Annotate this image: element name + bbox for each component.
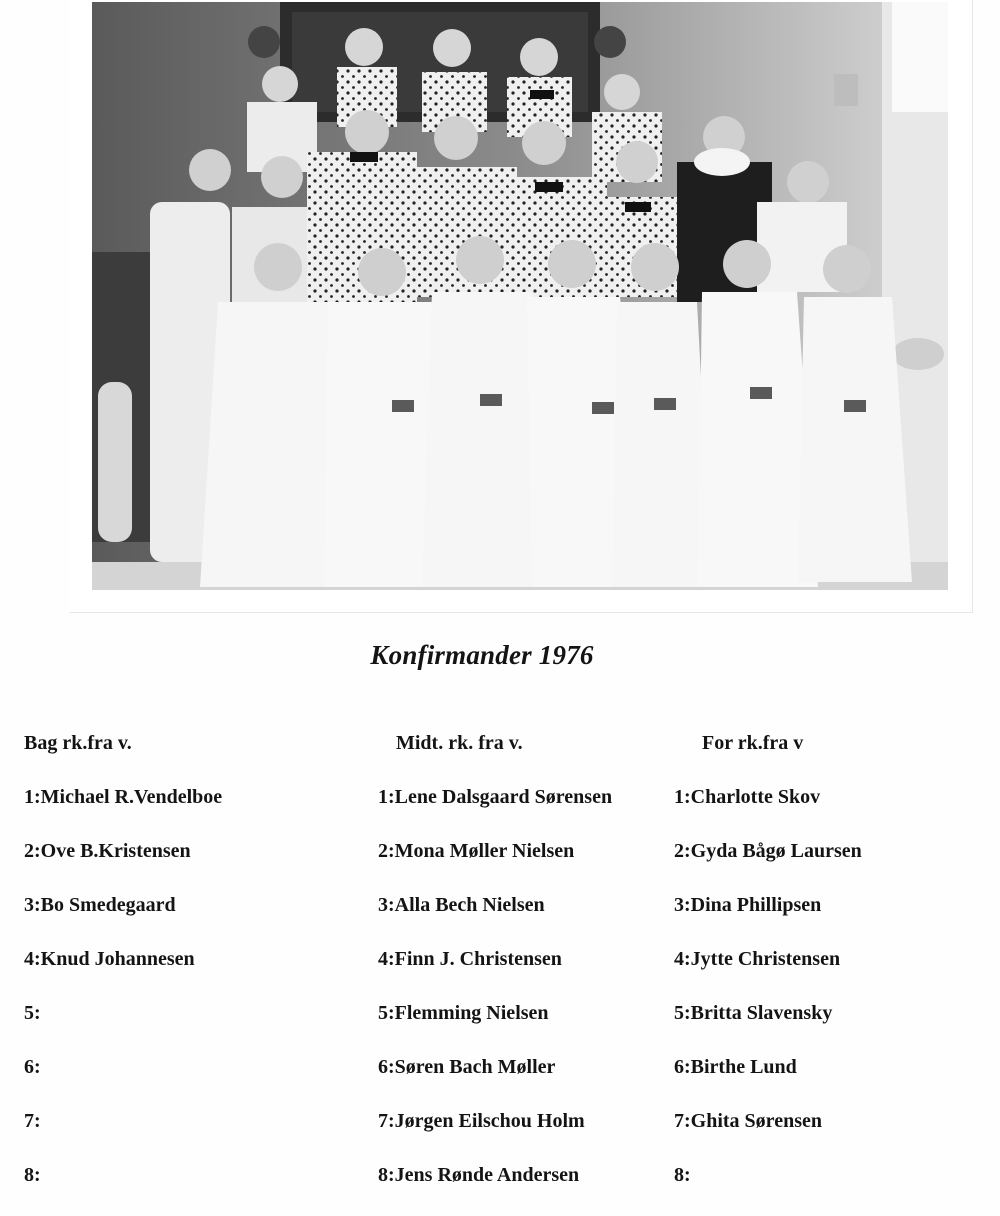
- name-entry: 8:: [674, 1164, 691, 1186]
- name-entry: 7:Ghita Sørensen: [674, 1110, 822, 1132]
- name-entry: 1:Charlotte Skov: [674, 786, 821, 808]
- name-entry: 7:Jørgen Eilschou Holm: [378, 1110, 585, 1132]
- group-photo-illustration: [92, 2, 948, 590]
- name-entry: 6:: [24, 1056, 41, 1078]
- name-entry: 5:: [24, 1002, 41, 1024]
- name-entry: 2:Ove B.Kristensen: [24, 840, 191, 862]
- name-entry: 6:Søren Bach Møller: [378, 1056, 556, 1078]
- name-entry: 6:Birthe Lund: [674, 1056, 797, 1078]
- name-entry: 4:Finn J. Christensen: [378, 948, 562, 970]
- page-title: Konfirmander 1976: [370, 640, 594, 670]
- name-entry: 8:Jens Rønde Andersen: [378, 1164, 580, 1186]
- name-entry: 2:Mona Møller Nielsen: [378, 840, 575, 862]
- middle-row-column: [378, 730, 612, 1216]
- front-row-column: [674, 730, 862, 1216]
- name-entry: 3:Alla Bech Nielsen: [378, 894, 545, 916]
- name-entry: 7:: [24, 1110, 41, 1132]
- name-entry: 4:Jytte Christensen: [674, 948, 841, 970]
- name-entry: 3:Bo Smedegaard: [24, 894, 176, 916]
- group-photo: [92, 2, 948, 590]
- name-entry: 1:Lene Dalsgaard Sørensen: [378, 786, 613, 808]
- name-entry: 3:Dina Phillipsen: [674, 894, 822, 916]
- name-entry: 1:Michael R.Vendelboe: [24, 786, 223, 808]
- name-entry: 5:Flemming Nielsen: [378, 1002, 549, 1024]
- back-row-column: [24, 730, 222, 1216]
- name-entry: 5:Britta Slavensky: [674, 1002, 833, 1024]
- name-entry: 4:Knud Johannesen: [24, 948, 195, 970]
- column-header: Bag rk.fra v.: [24, 732, 132, 754]
- name-entry: 2:Gyda Bågø Laursen: [674, 840, 862, 862]
- column-header: Midt. rk. fra v.: [396, 732, 523, 754]
- name-entry: 8:: [24, 1164, 41, 1186]
- column-header: For rk.fra v: [702, 732, 804, 754]
